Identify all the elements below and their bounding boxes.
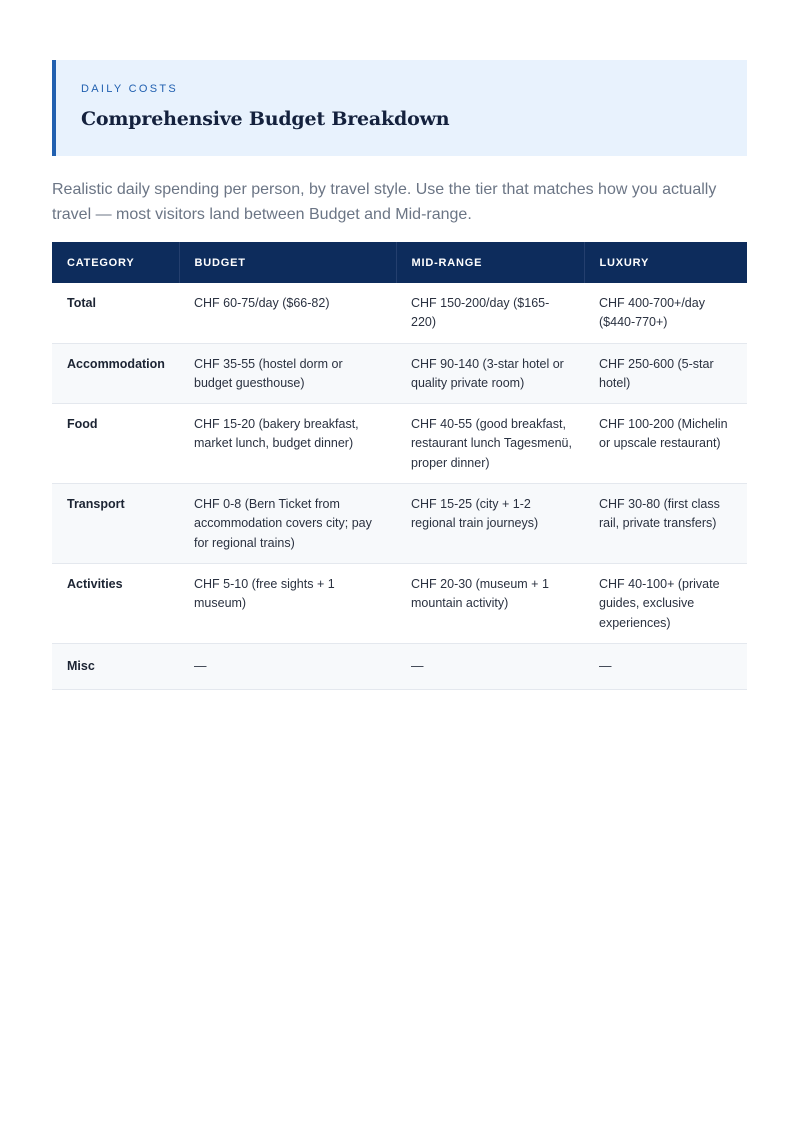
- row-category: Accommodation: [52, 343, 179, 404]
- cell-luxury: CHF 100-200 (Michelin or upscale restaurant): [584, 404, 747, 484]
- table-header-row: [52, 242, 747, 283]
- column-header-category: CATEGORY: [52, 242, 179, 283]
- page: [52, 60, 747, 690]
- table-row-food: [52, 404, 747, 484]
- section-callout: [52, 60, 747, 156]
- table-row-misc: [52, 643, 747, 689]
- intro-paragraph: Realistic daily spending per person, by travel style. Use the tier that matches how you actually travel — most visitors land between Budget and Mid-range.: [52, 181, 717, 223]
- row-category: Total: [52, 283, 179, 343]
- column-header-mid-range: MID-RANGE: [396, 242, 584, 283]
- cell-budget: CHF 35-55 (hostel dorm or budget guesthouse): [179, 343, 396, 404]
- cell-mid-range: CHF 90-140 (3-star hotel or quality private room): [396, 343, 584, 404]
- cell-luxury: CHF 40-100+ (private guides, exclusive experiences): [584, 563, 747, 643]
- cell-budget: CHF 5-10 (free sights + 1 museum): [179, 563, 396, 643]
- cell-luxury: —: [584, 643, 747, 689]
- cell-mid-range: CHF 150-200/day ($165-220): [396, 283, 584, 343]
- table-row-total: [52, 283, 747, 343]
- cell-budget: CHF 15-20 (bakery breakfast, market lunch, budget dinner): [179, 404, 396, 484]
- cell-mid-range: —: [396, 643, 584, 689]
- column-header-budget: BUDGET: [179, 242, 396, 283]
- row-category: Misc: [52, 643, 179, 689]
- cell-luxury: CHF 250-600 (5-star hotel): [584, 343, 747, 404]
- section-eyebrow: DAILY COSTS: [81, 83, 179, 95]
- cell-mid-range: CHF 40-55 (good breakfast, restaurant lunch Tagesmenü, proper dinner): [396, 404, 584, 484]
- cell-mid-range: CHF 15-25 (city + 1-2 regional train journeys): [396, 484, 584, 564]
- cell-luxury: CHF 400-700+/day ($440-770+): [584, 283, 747, 343]
- cell-mid-range: CHF 20-30 (museum + 1 mountain activity): [396, 563, 584, 643]
- row-category: Transport: [52, 484, 179, 564]
- column-header-luxury: LUXURY: [584, 242, 747, 283]
- cell-luxury: CHF 30-80 (first class rail, private transfers): [584, 484, 747, 564]
- table-row-accommodation: [52, 343, 747, 404]
- row-category: Food: [52, 404, 179, 484]
- budget-table: [52, 242, 747, 690]
- row-category: Activities: [52, 563, 179, 643]
- cell-budget: CHF 60-75/day ($66-82): [179, 283, 396, 343]
- section-title: Comprehensive Budget Breakdown: [81, 108, 450, 130]
- cell-budget: CHF 0-8 (Bern Ticket from accommodation covers city; pay for regional trains): [179, 484, 396, 564]
- cell-budget: —: [179, 643, 396, 689]
- table-row-activities: [52, 563, 747, 643]
- table-row-transport: [52, 484, 747, 564]
